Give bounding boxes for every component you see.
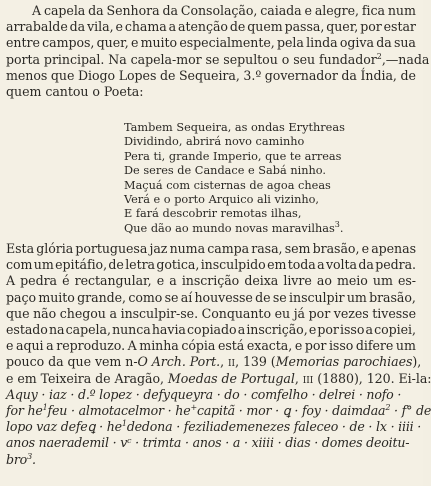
text-line: A capela da Senhora da Consolação, caiada e alegre, fica num (32, 3, 416, 18)
text-line: arrabalde da vila, e chama a atenção de quem passa, quer, por estar (6, 19, 416, 35)
inscription-line: bro$^3$. (6, 451, 36, 467)
text-line: quem cantou o Poeta: (6, 84, 144, 100)
text-line: A pedra é rectangular, e a inscrição deixa livre ao meio um es- (6, 273, 416, 289)
poem-line: De seres de Candace e Sabá ninho. (124, 164, 326, 178)
paragraph-epitaph (6, 241, 431, 468)
text-line: paço muito grande, como se aí houvesse de se insculpir um brasão, (6, 289, 416, 305)
text-line: entre campos, quer, e muito especialmente, pela linda ogiva da sua (6, 35, 416, 51)
footnote-ref: 3 (334, 219, 340, 229)
text-line: menos que Diogo Lopes de Sequeira, 3.º governador da Índia, de (6, 67, 416, 83)
text-line: porta principal. Na capela-mor se sepultou o seu fundador$^2$,—nada (6, 51, 430, 67)
text-line: estado na capela, nunca havia copiado a inscrição, e por isso a copiei, (6, 322, 416, 338)
text-line: e em Teixeira de Aragão, Moedas de Portugal, iii (1880), 120. Ei-la: (6, 370, 431, 386)
paragraph-intro (6, 3, 430, 100)
poem-line: Tambem Sequeira, as ondas Erythreas (124, 121, 345, 134)
inscription-line: lopo vaz defeꝗ · $he^1dedona$ · feziliademenezes faleceo · de · lx · iiii · (6, 419, 422, 435)
poem-line: Maçuá com cisternas de agoa cheas (124, 178, 331, 192)
poem-line: Verá e o porto Arquico ali vizinho, (124, 193, 320, 207)
text-line: com um epitáfio, de letra gotica, insculpido em toda a volta da pedra. (6, 257, 416, 273)
inscription-line: anos naerademil · vᶜ · trimta · anos · a · xiiii · dias · domes deoitu- (6, 435, 410, 451)
poem-line: E fará descobrir remotas ilhas, (124, 207, 302, 221)
citation-title: Moedas de Portugal (167, 370, 295, 386)
footnote-ref: 3 (27, 451, 32, 461)
text-line: que não chegou a insculpir-se. Conquanto eu já por vezes tivesse (6, 305, 416, 321)
inscription-line: for $he^1feu$ · almotacelmor · he+capitã · mor · ꝗ · foy · daimdaa$^2$ · f° de (6, 403, 431, 419)
text-line: e aqui a reproduzo. A minha cópia está exacta, e por isso difere um (6, 338, 416, 354)
poem-line: Que dão ao mundo novas maravilhas$^3$. (124, 219, 344, 235)
citation-title: O Arch. Port. (137, 354, 221, 370)
poem-line: Pera ti, grande Imperio, que te arreas (124, 149, 342, 163)
poem-line: Dividindo, abrirá novo caminho (124, 135, 305, 149)
inscription-line: Aquy · iaz · d.º lopez · defyqueyra · do · comfelho · delrei · nofo · (6, 386, 402, 402)
text-line: Esta glória portuguesa jaz numa campa rasa, sem brasão, e apenas (6, 241, 416, 256)
poem-quote (124, 121, 345, 236)
text-line: pouco da que vem n-O Arch. Port., ii, 139 (Memorias parochiaes), (6, 354, 422, 370)
citation-title: Memorias parochiaes (275, 354, 413, 370)
footnote-ref: 2 (376, 51, 382, 61)
